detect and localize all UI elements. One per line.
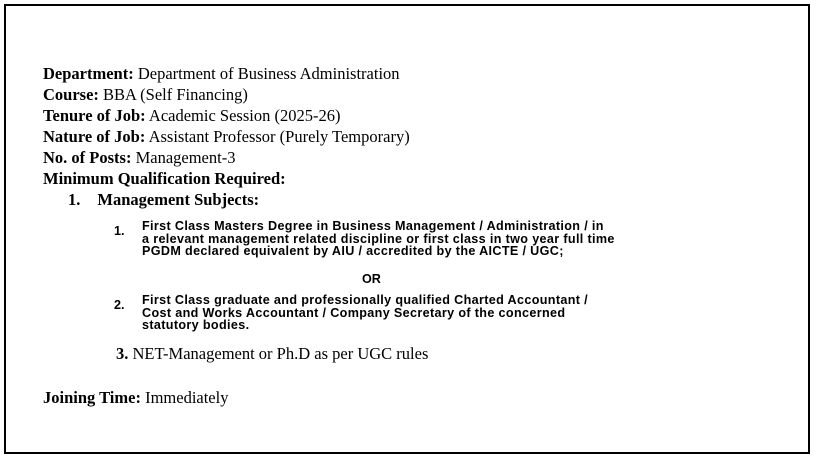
option-1-line: PGDM declared equivalent by AIU / accredited by the AICTE / UGC; [142,244,564,258]
department-value: Department of Business Administration [133,64,400,83]
department-label: Department: [43,64,134,83]
option-2-number: 2. [114,298,125,312]
joining-value: Immediately [140,388,229,407]
course-line [43,85,248,105]
min-qualification-heading: Minimum Qualification Required: [43,169,286,188]
or-separator: OR [362,272,381,286]
management-subjects-number: 1. [68,190,81,209]
posts-line [43,148,235,168]
tenure-line [43,106,340,126]
option-2-text [142,294,588,332]
option-1-line: First Class Masters Degree in Business Management / Administration / in [142,219,604,233]
course-label: Course: [43,85,99,104]
nature-line [43,127,410,147]
item-3-line [116,344,428,364]
posts-label: No. of Posts: [43,148,132,167]
department-line [43,64,400,84]
item-3-text: NET-Management or Ph.D as per UGC rules [128,344,429,363]
document-frame [4,4,810,454]
posts-value: Management-3 [131,148,236,167]
item-3-number: 3. [116,344,129,363]
nature-value: Assistant Professor (Purely Temporary) [145,127,410,146]
management-subjects-title: Management Subjects: [97,190,260,209]
course-value: BBA (Self Financing) [98,85,248,104]
tenure-label: Tenure of Job: [43,106,146,125]
nature-label: Nature of Job: [43,127,146,146]
option-1-number: 1. [114,224,125,238]
option-2-line: First Class graduate and professionally qualified Charted Accountant / [142,293,589,307]
tenure-value: Academic Session (2025-26) [145,106,341,125]
option-1-line: a relevant management related discipline or first class in two year full time [142,231,615,246]
joining-label: Joining Time: [43,388,141,407]
option-1-text [142,220,615,258]
option-2-line: Cost and Works Accountant / Company Secretary of the concerned [142,305,566,320]
management-subjects-heading [68,190,259,210]
option-2-line: statutory bodies. [142,318,250,332]
joining-line [43,388,228,408]
